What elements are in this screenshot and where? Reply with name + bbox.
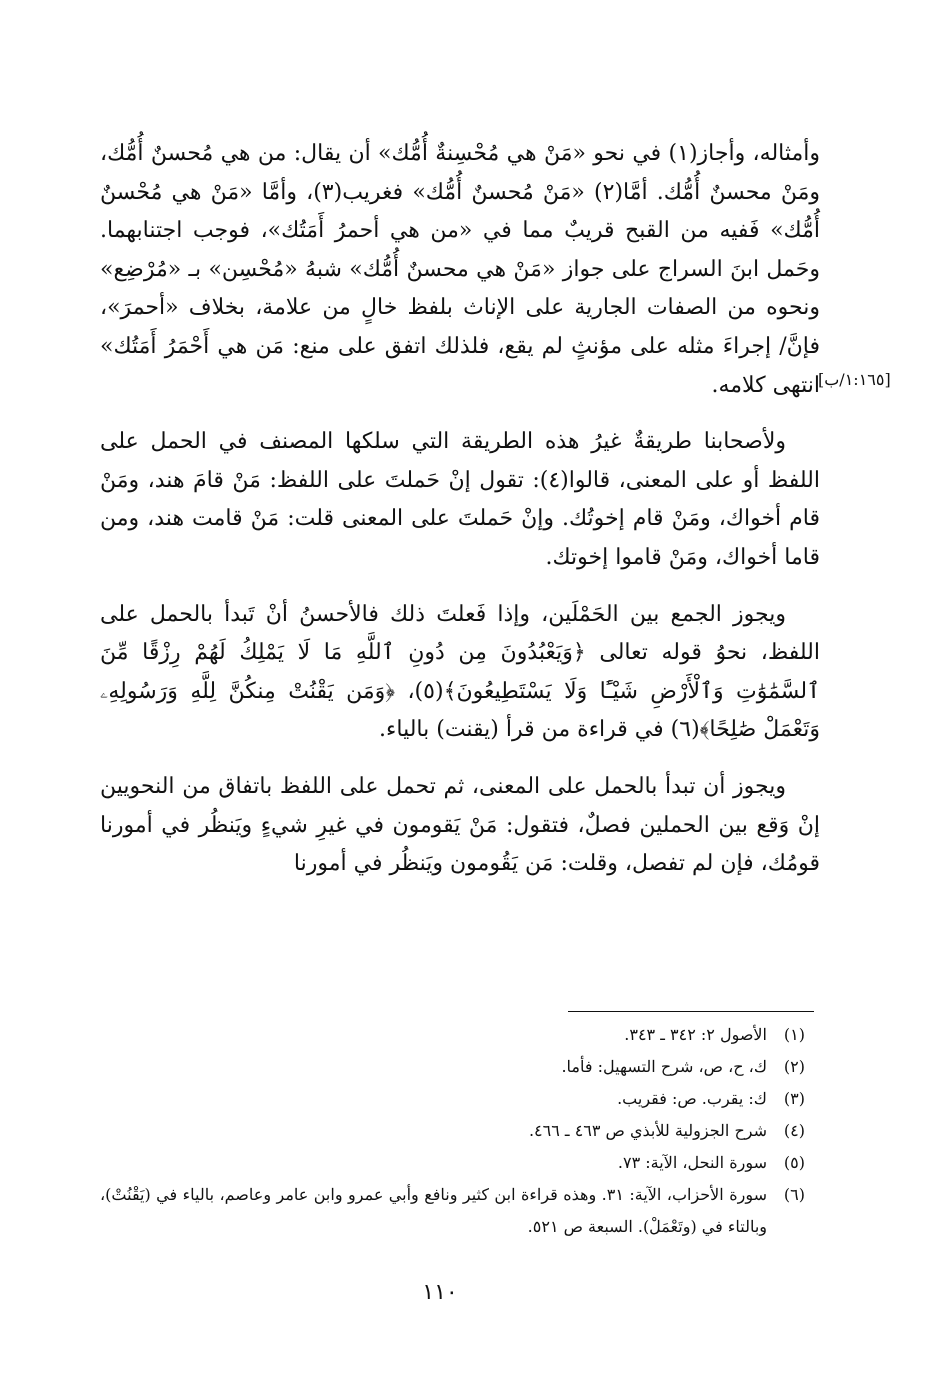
footnote-number: (٣): [783, 1089, 805, 1108]
footnote-text: سورة النحل، الآية: ٧٣.: [617, 1153, 767, 1172]
footnote-3: [100, 1083, 805, 1115]
footnote-separator: [568, 1011, 814, 1012]
paragraph-2: ولأصحابنا طريقةٌ غيرُ هذه الطريقة التي سلكها المصنف في الحمل على اللفظ أو على المعنى، قالوا(٤): تقول إنْ حَملتَ على اللفظ: مَنْ قامَ هند، ومَنْ قام أخواك، ومَنْ قام إخوتُك. وإنْ حَملتَ على المعنى قلت: مَنْ قامت هند، ومن قاما أخواك، ومَنْ قاموا إخوتك.: [100, 429, 820, 570]
footnote-6: [100, 1179, 805, 1243]
footnote-text: شرح الجزولية للأبذي ص ٤٦٣ ـ ٤٦٦.: [528, 1121, 767, 1140]
footnote-text: ك، ح، ص، شرح التسهيل: فأما.: [561, 1057, 767, 1076]
footnote-number: (١): [783, 1025, 805, 1044]
paragraph-3: ويجوز الجمع بين الحَمْلَين، وإذا فَعلتَ ذلك فالأحسنُ أنْ تَبدأ بالحمل على اللفظ، نحوُ قوله تعالى ﴿وَيَعْبُدُونَ مِن دُونِ ٱللَّهِ مَا لَا يَمْلِكُ لَهُمْ رِزْقًا مِّنَ ٱلسَّمَٰوَٰتِ وَٱلْأَرْضِ شَيْـًٔا وَلَا يَسْتَطِيعُونَ﴾(٥)، ﴿وَمَن يَقْنُتْ مِنكُنَّ لِلَّهِ وَرَسُولِهِۦ وَتَعْمَلْ صَٰلِحًا﴾(٦) في قراءة من قرأ (يقنت) بالياء.: [100, 601, 821, 743]
footnote-2: [100, 1051, 805, 1083]
main-text: [100, 135, 820, 902]
footnote-text: الأصول ٢: ٣٤٢ ـ ٣٤٣.: [624, 1025, 767, 1044]
footnote-4: [100, 1115, 805, 1147]
page-number: ١١٠: [422, 1280, 458, 1305]
footnote-number: (٤): [783, 1121, 805, 1140]
footnotes: [100, 1019, 805, 1243]
footnote-number: (٦): [783, 1185, 805, 1204]
footnote-number: (٢): [783, 1057, 805, 1076]
paragraph-1: وأمثاله، وأجاز(١) في نحو «مَنْ هي مُحْسِنةٌ أُمُّك» أن يقال: من هي مُحسنٌ أُمُّك، ومَنْ محسنٌ أُمُّك. أمَّا(٢) «مَنْ مُحسنٌ أُمُّك» فغريب(٣)، وأمَّا «مَنْ هي مُحْسنٌ أُمُّك» فَفيه من القبح قريبٌ مما في «من هي أحمرُ أَمَتُك»، فوجب اجتنابهما. وحَمل ابنَ السراج على جواز «مَنْ هي محسنٌ أُمُّك» شبهُ «مُحْسِن» بـ «مُرْضِع» ونحوه من الصفات الجارية على الإناث بلفظ خالٍ من علامة، بخلاف «أحمرَ»، فإنَّ/ إجراءَ مثله على مؤنثٍ لم يقع، فلذلك اتفق على منع: مَن هي أَحْمَرُ أَمَتُك» انتهى كلامه.: [100, 141, 821, 398]
footnote-number: (٥): [783, 1153, 805, 1172]
manuscript-folio-note: [١:١٦٥/ب]: [818, 370, 891, 389]
footnote-text: ك: يقرب. ص: فقريب.: [617, 1089, 767, 1108]
footnote-5: [100, 1147, 805, 1179]
footnote-text: سورة الأحزاب، الآية: ٣١. وهذه قراءة ابن كثير ونافع وأبي عمرو وابن عامر وعاصم، بالياء في (يَقْنُتْ)، وبالتاء في (وتَعْمَلْ). السبعة ص ٥٢١.: [100, 1185, 767, 1236]
footnote-1: [100, 1019, 805, 1051]
paragraph-4: ويجوز أن تبدأ بالحمل على المعنى، ثم تحمل على اللفظ باتفاق من النحويين إنْ وَقع بين الحملين فصلٌ، فتقول: مَنْ يَقومون في غيرِ شيءٍ ويَنظُر في أمورنا قومُك، فإن لم تفصل، وقلت: مَن يَقُومون ويَنظُر في أمورنا: [100, 773, 820, 877]
